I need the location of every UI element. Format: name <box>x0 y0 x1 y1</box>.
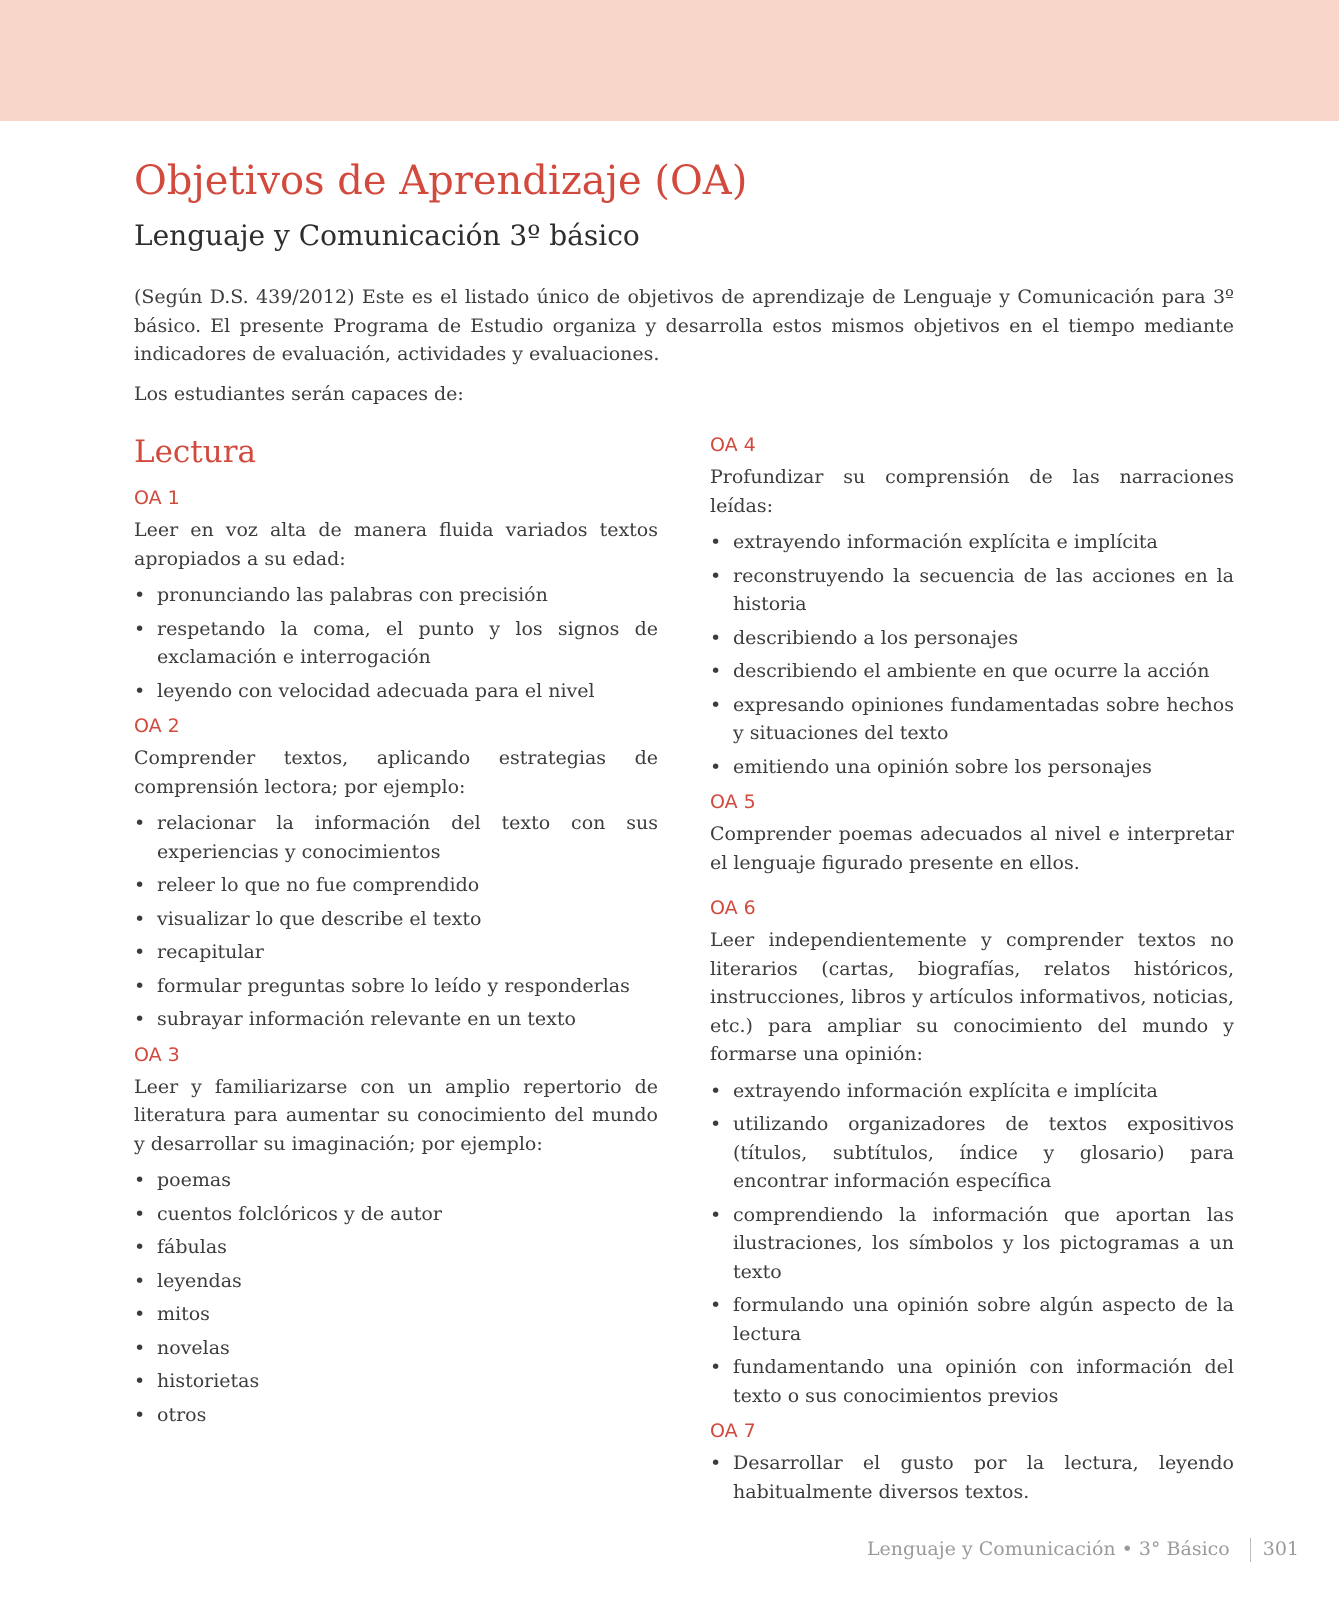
list-item: • cuentos folclóricos y de autor <box>134 1200 658 1229</box>
header-band <box>0 0 1339 121</box>
list-item: • leyendo con velocidad adecuada para el nivel <box>134 677 658 706</box>
list-item: • emitiendo una opinión sobre los personajes <box>710 753 1234 782</box>
list-item: • leyendas <box>134 1267 658 1296</box>
objective-list <box>134 809 658 1034</box>
objective-label: OA 6 <box>710 897 756 919</box>
footer-text: Lenguaje y Comunicación • 3° Básico <box>866 1538 1230 1560</box>
list-item: • formulando una opinión sobre algún aspecto de la lectura <box>710 1291 1234 1348</box>
list-item: • poemas <box>134 1166 658 1195</box>
list-item: • fábulas <box>134 1233 658 1262</box>
list-item: • expresando opiniones fundamentadas sobre hechos y situaciones del texto <box>710 691 1234 748</box>
objective-oa4 <box>710 432 1234 781</box>
footer-divider <box>1250 1538 1251 1562</box>
list-item: • relacionar la información del texto con sus experiencias y conocimientos <box>134 809 658 866</box>
objective-text: Comprender textos, aplicando estrategias de comprensión lectora; por ejemplo: <box>134 747 658 798</box>
objective-label: OA 5 <box>710 791 756 813</box>
objective-label: OA 3 <box>134 1043 180 1066</box>
list-item: • mitos <box>134 1300 658 1329</box>
objective-list <box>134 1166 658 1429</box>
section-title: Lectura <box>134 434 257 470</box>
list-item: • pronunciando las palabras con precisión <box>134 581 658 610</box>
list-item: • comprendiendo la información que aportan las ilustraciones, los símbolos y los pictogramas a un texto <box>710 1201 1234 1287</box>
list-item: • novelas <box>134 1334 658 1363</box>
page-number: 301 <box>1262 1538 1299 1560</box>
objective-label: OA 2 <box>134 715 180 737</box>
page-footer <box>867 1536 1299 1562</box>
list-item: • respetando la coma, el punto y los signos de exclamación e interrogación <box>134 615 658 672</box>
list-item: • describiendo a los personajes <box>710 624 1234 653</box>
list-item: • historietas <box>134 1367 658 1396</box>
objective-oa2 <box>134 713 658 1034</box>
objective-list <box>710 1449 1234 1506</box>
list-item: • Desarrollar el gusto por la lectura, leyendo habitualmente diversos textos. <box>710 1449 1234 1506</box>
intro-paragraph: (Según D.S. 439/2012) Este es el listado único de objetivos de aprendizaje de Lenguaje y Comunicación para 3º básico. El presente Programa de Estudio organiza y desarrolla estos mismos objetivos en el tiempo mediante indicadores de evaluación, actividades y evaluaciones. <box>134 286 1234 365</box>
left-column <box>134 433 658 1437</box>
objective-text: Leer y familiarizarse con un amplio repertorio de literatura para aumentar su conocimiento del mundo y desarrollar su imaginación; por ejemplo: <box>134 1075 658 1155</box>
right-column <box>710 432 1234 1514</box>
list-item: • describiendo el ambiente en que ocurre la acción <box>710 657 1234 686</box>
list-item: • recapitular <box>134 938 658 967</box>
objective-label: OA 4 <box>710 434 756 456</box>
objective-label: OA 1 <box>134 487 180 509</box>
objective-text: Comprender poemas adecuados al nivel e interpretar el lenguaje figurado presente en ellos. <box>710 823 1234 874</box>
list-item: • visualizar lo que describe el texto <box>134 905 658 934</box>
page-subtitle: Lenguaje y Comunicación 3º básico <box>134 219 640 252</box>
list-item: • subrayar información relevante en un texto <box>134 1005 658 1034</box>
list-item: • extrayendo información explícita e implícita <box>710 1077 1234 1106</box>
objective-text: Leer en voz alta de manera fluida variados textos apropiados a su edad: <box>134 519 658 570</box>
objective-text: Leer independientemente y comprender textos no literarios (cartas, biografías, relatos históricos, instrucciones, libros y artículos informativos, noticias, etc.) para ampliar su conocimiento del mundo y formarse una opinión: <box>710 929 1234 1065</box>
list-item: • extrayendo información explícita e implícita <box>710 528 1234 557</box>
objective-oa6 <box>710 895 1234 1410</box>
lead-sentence: Los estudiantes serán capaces de: <box>134 383 464 405</box>
objective-oa5 <box>710 789 1234 877</box>
objective-list <box>710 528 1234 781</box>
page-title: Objetivos de Aprendizaje (OA) <box>134 158 748 204</box>
objective-text: Profundizar su comprensión de las narraciones leídas: <box>710 466 1234 517</box>
list-item: • formular preguntas sobre lo leído y responderlas <box>134 972 658 1001</box>
objective-list <box>134 581 658 705</box>
objective-label: OA 7 <box>710 1420 756 1442</box>
list-item: • otros <box>134 1401 658 1430</box>
list-item: • releer lo que no fue comprendido <box>134 871 658 900</box>
list-item: • fundamentando una opinión con información del texto o sus conocimientos previos <box>710 1353 1234 1410</box>
objective-oa3 <box>134 1042 658 1430</box>
objective-oa1 <box>134 485 658 705</box>
objective-oa7 <box>710 1418 1234 1506</box>
objective-list <box>710 1077 1234 1411</box>
list-item: • utilizando organizadores de textos expositivos (títulos, subtítulos, índice y glosario) para encontrar información específica <box>710 1110 1234 1196</box>
list-item: • reconstruyendo la secuencia de las acciones en la historia <box>710 562 1234 619</box>
